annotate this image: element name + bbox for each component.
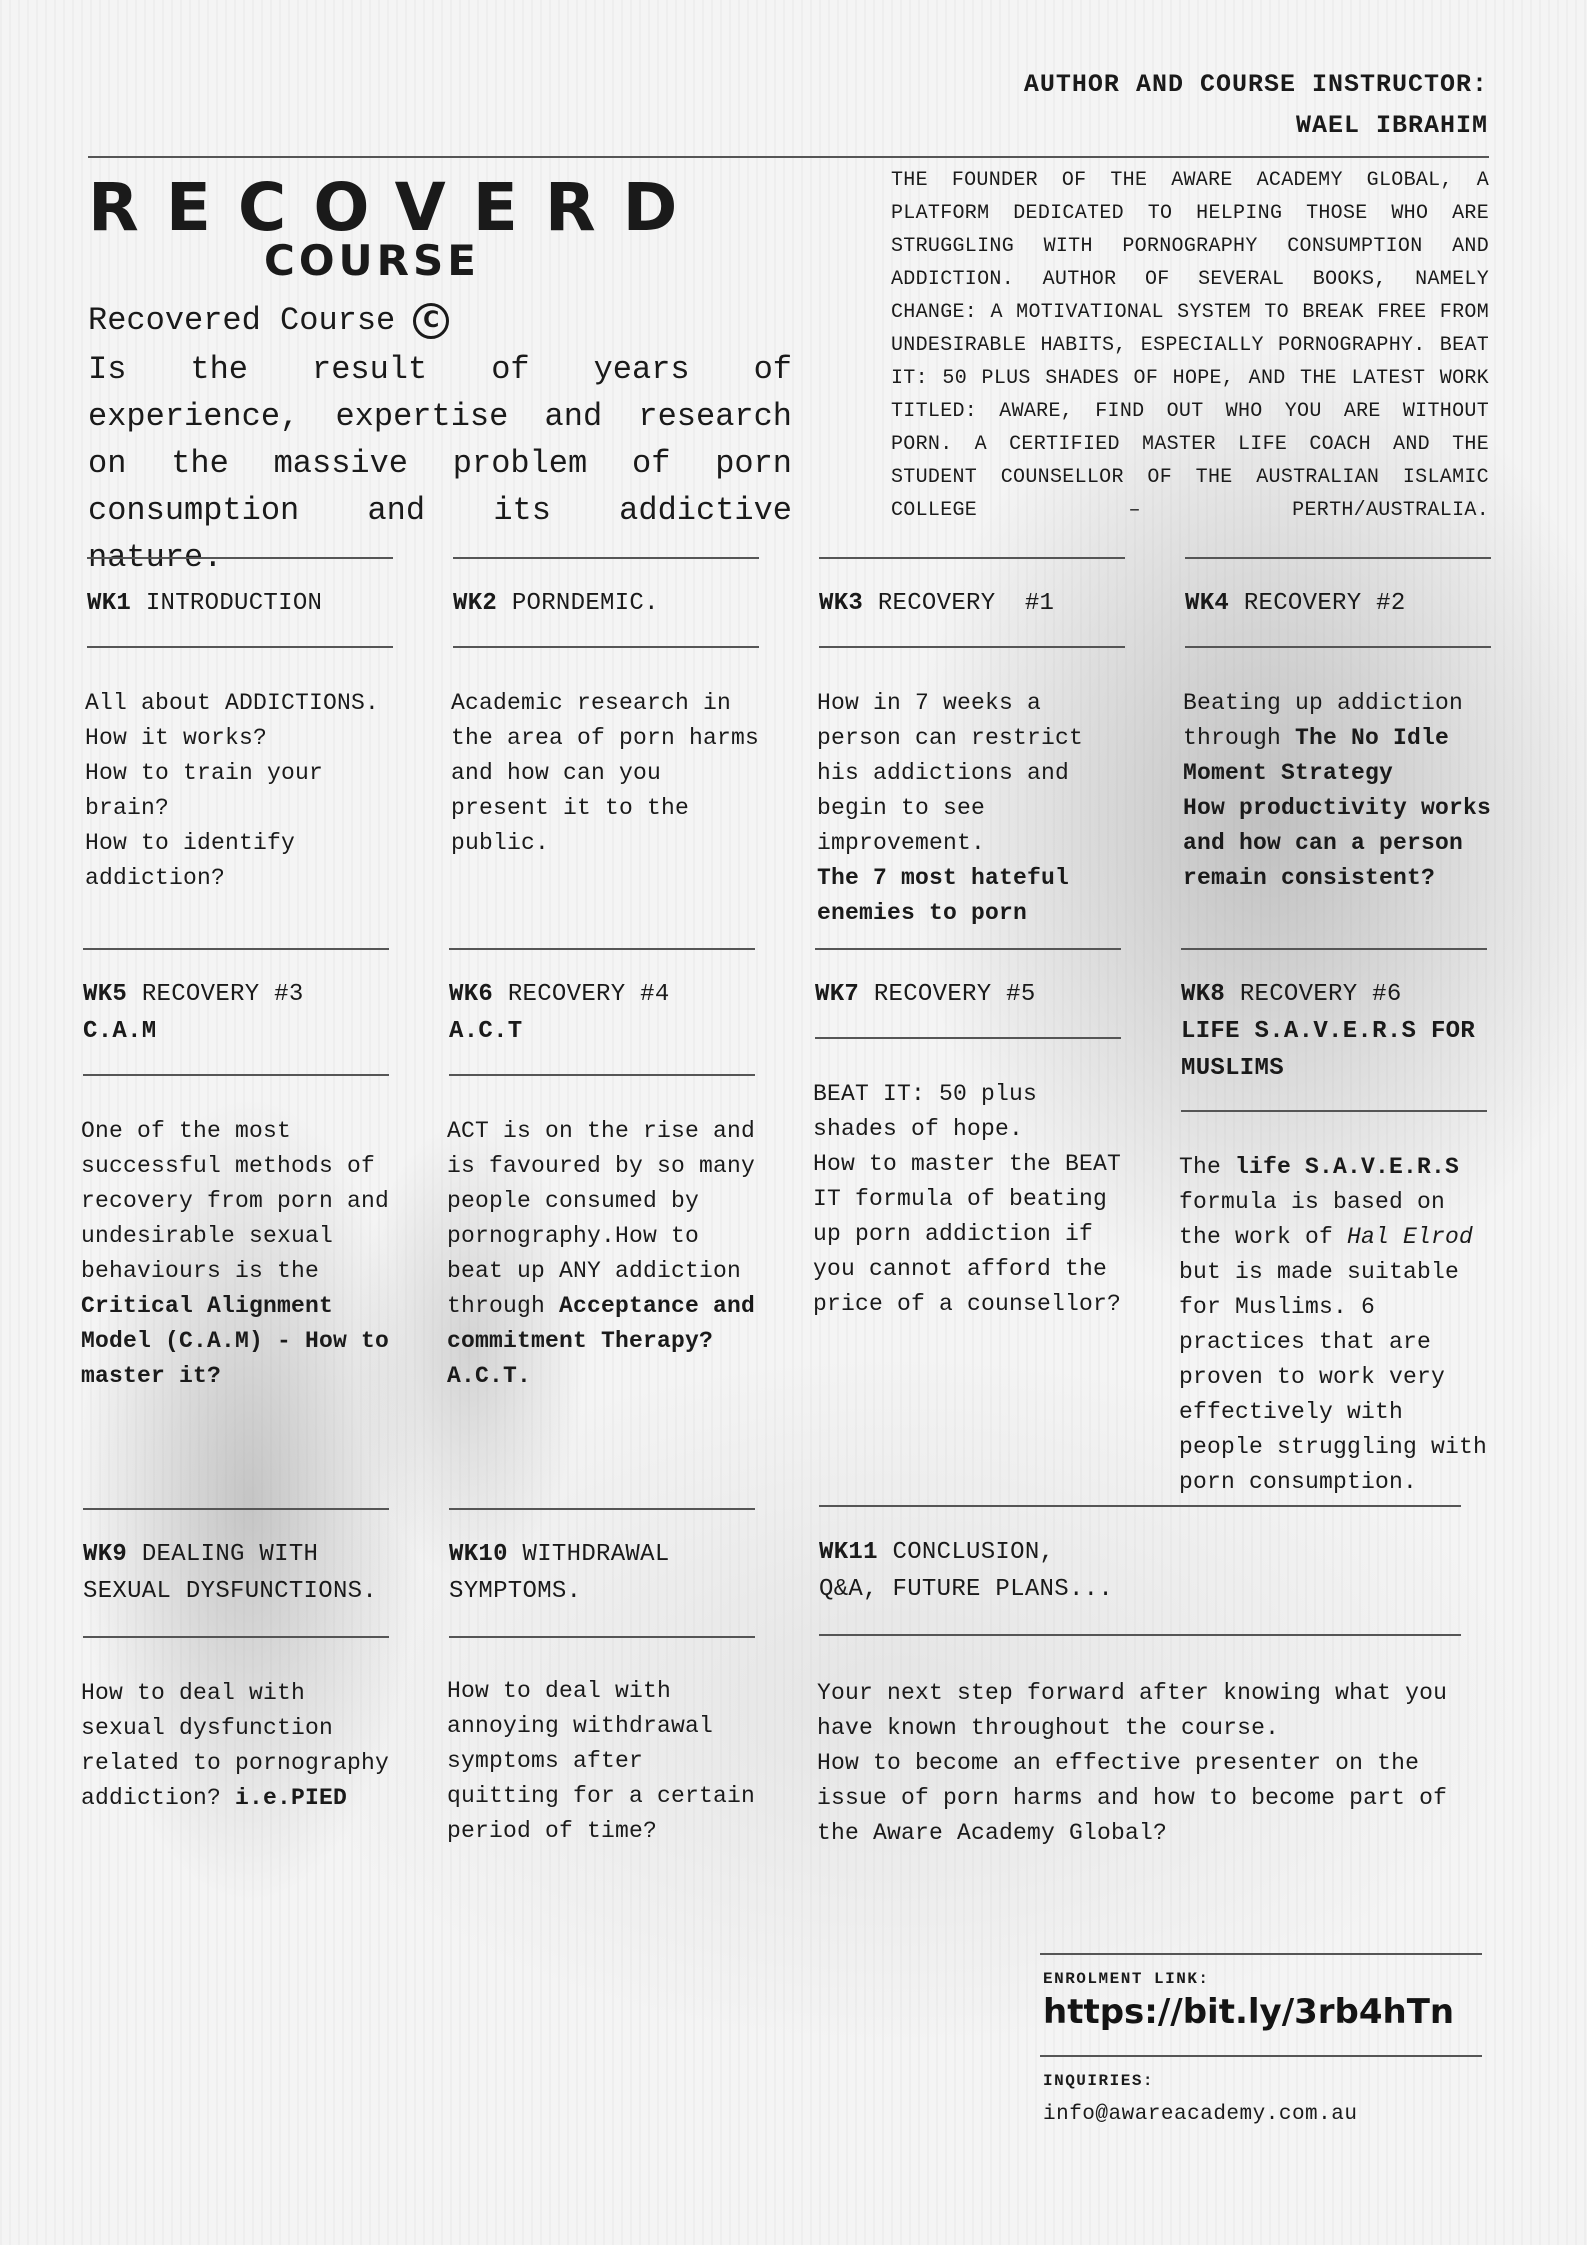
author-heading: AUTHOR AND COURSE INSTRUCTOR: — [1023, 70, 1488, 99]
copyright-icon: C — [413, 303, 449, 339]
inquiries-email[interactable]: info@awareacademy.com.au — [1043, 2103, 1358, 2126]
divider — [449, 1636, 755, 1638]
enrolment-link[interactable]: https://bit.ly/3rb4hTn — [1043, 1992, 1455, 2032]
wk10-label: WK10 WITHDRAWAL SYMPTOMS. — [449, 1541, 670, 1605]
divider — [449, 1508, 755, 1510]
wk11-body: Your next step forward after knowing what you have known throughout the course. How to become an effective presenter on the issue of porn harms and how to become part of the Aware Academy Global? — [817, 1680, 1448, 1846]
divider — [1040, 1953, 1482, 1955]
wk2-label: WK2 PORNDEMIC. — [453, 590, 659, 617]
wk1-body: All about ADDICTIONS. How it works? How to train your brain? How to identify addiction? — [85, 690, 380, 891]
divider — [1185, 646, 1491, 648]
divider — [1181, 1110, 1487, 1112]
divider — [87, 557, 393, 559]
wk9-body: How to deal with sexual dysfunction related to pornography addiction? i.e.PIED — [81, 1680, 390, 1811]
divider — [815, 1037, 1121, 1039]
divider — [449, 1074, 755, 1076]
divider — [83, 1074, 389, 1076]
divider — [453, 557, 759, 559]
divider — [815, 948, 1121, 950]
course-intro: Is the result of years of experience, expertise and research on the massive problem of porn consumption and its addictive nature. — [88, 351, 792, 576]
divider — [819, 1505, 1461, 1507]
divider — [1040, 2055, 1482, 2057]
wk6-label: WK6 RECOVERY #4 A.C.T — [449, 981, 670, 1045]
divider — [819, 646, 1125, 648]
divider — [1185, 557, 1491, 559]
divider — [819, 1634, 1461, 1636]
wk8-label: WK8 RECOVERY #6 LIFE S.A.V.E.R.S FOR MUSLIMS — [1181, 981, 1476, 1082]
wk9-label: WK9 DEALING WITH SEXUAL DYSFUNCTIONS. — [83, 1541, 378, 1605]
wk4-body: Beating up addiction through The No Idle Moment Strategy How productivity works and how can a person remain consistent? — [1183, 690, 1492, 891]
wk2-body: Academic research in the area of porn harms and how can you present it to the public. — [451, 690, 760, 856]
wk8-body: The life S.A.V.E.R.S formula is based on the work of Hal Elrod but is made suitable for Muslims. 6 practices that are proven to work very effectively with people struggling with porn consumption. — [1179, 1154, 1488, 1495]
enrolment-label: ENROLMENT LINK: — [1043, 1970, 1210, 1988]
inquiries-label: INQUIRIES: — [1043, 2072, 1155, 2090]
wk10-body: How to deal with annoying withdrawal symptoms after quitting for a certain period of time? — [447, 1678, 756, 1844]
brand-title: RECOVERD — [88, 169, 705, 246]
divider — [87, 646, 393, 648]
header-divider — [88, 156, 1489, 158]
divider — [453, 646, 759, 648]
brand-subtitle: COURSE — [264, 236, 480, 285]
author-name: WAEL IBRAHIM — [1295, 111, 1488, 140]
wk6-body: ACT is on the rise and is favoured by so many people consumed by pornography.How to beat up ANY addiction through Acceptance and commitment Therapy? A.C.T. — [447, 1118, 756, 1389]
wk3-label: WK3 RECOVERY #1 — [819, 590, 1055, 617]
course-name: Recovered Course — [88, 302, 396, 339]
divider — [819, 557, 1125, 559]
author-block — [1024, 64, 1488, 146]
wk7-body: BEAT IT: 50 plus shades of hope. How to master the BEAT IT formula of beating up porn addiction if you cannot afford the price of a counsellor? — [813, 1081, 1122, 1317]
wk5-body: One of the most successful methods of recovery from porn and undesirable sexual behaviours is the Critical Alignment Model (C.A.M) - How to master it? — [81, 1118, 390, 1389]
divider — [449, 948, 755, 950]
divider — [83, 1636, 389, 1638]
divider — [83, 1508, 389, 1510]
wk1-label: WK1 INTRODUCTION — [87, 590, 323, 617]
wk7-label: WK7 RECOVERY #5 — [815, 981, 1036, 1008]
wk5-label: WK5 RECOVERY #3 C.A.M — [83, 981, 304, 1045]
divider — [83, 948, 389, 950]
divider — [1181, 948, 1487, 950]
wk11-label: WK11 CONCLUSION, Q&A, FUTURE PLANS... — [819, 1539, 1114, 1603]
course-name-row — [88, 298, 449, 344]
wk4-label: WK4 RECOVERY #2 — [1185, 590, 1406, 617]
wk3-body: How in 7 weeks a person can restrict his addictions and begin to see improvement. The 7 most hateful enemies to porn — [817, 690, 1084, 926]
author-bio: THE FOUNDER OF THE AWARE ACADEMY GLOBAL, A PLATFORM DEDICATED TO HELPING THOSE WHO ARE STRUGGLING WITH PORNOGRAPHY CONSUMPTION AND ADDICTION. AUTHOR OF SEVERAL BOOKS, NAMELY CHANGE: A MOTIVATIONAL SYSTEM TO BREAK FREE FROM UNDESIRABLE HABITS, ESPECIALLY PORNOGRAPHY. BEAT IT: 50 PLUS SHADES OF HOPE, AND THE LATEST WORK TITLED: AWARE, FIND OUT WHO YOU ARE WITHOUT PORN. A CERTIFIED MASTER LIFE COACH AND THE STUDENT COUNSELLOR OF THE AUSTRALIAN ISLAMIC COLLEGE – PERTH/AUSTRALIA. — [891, 169, 1489, 522]
